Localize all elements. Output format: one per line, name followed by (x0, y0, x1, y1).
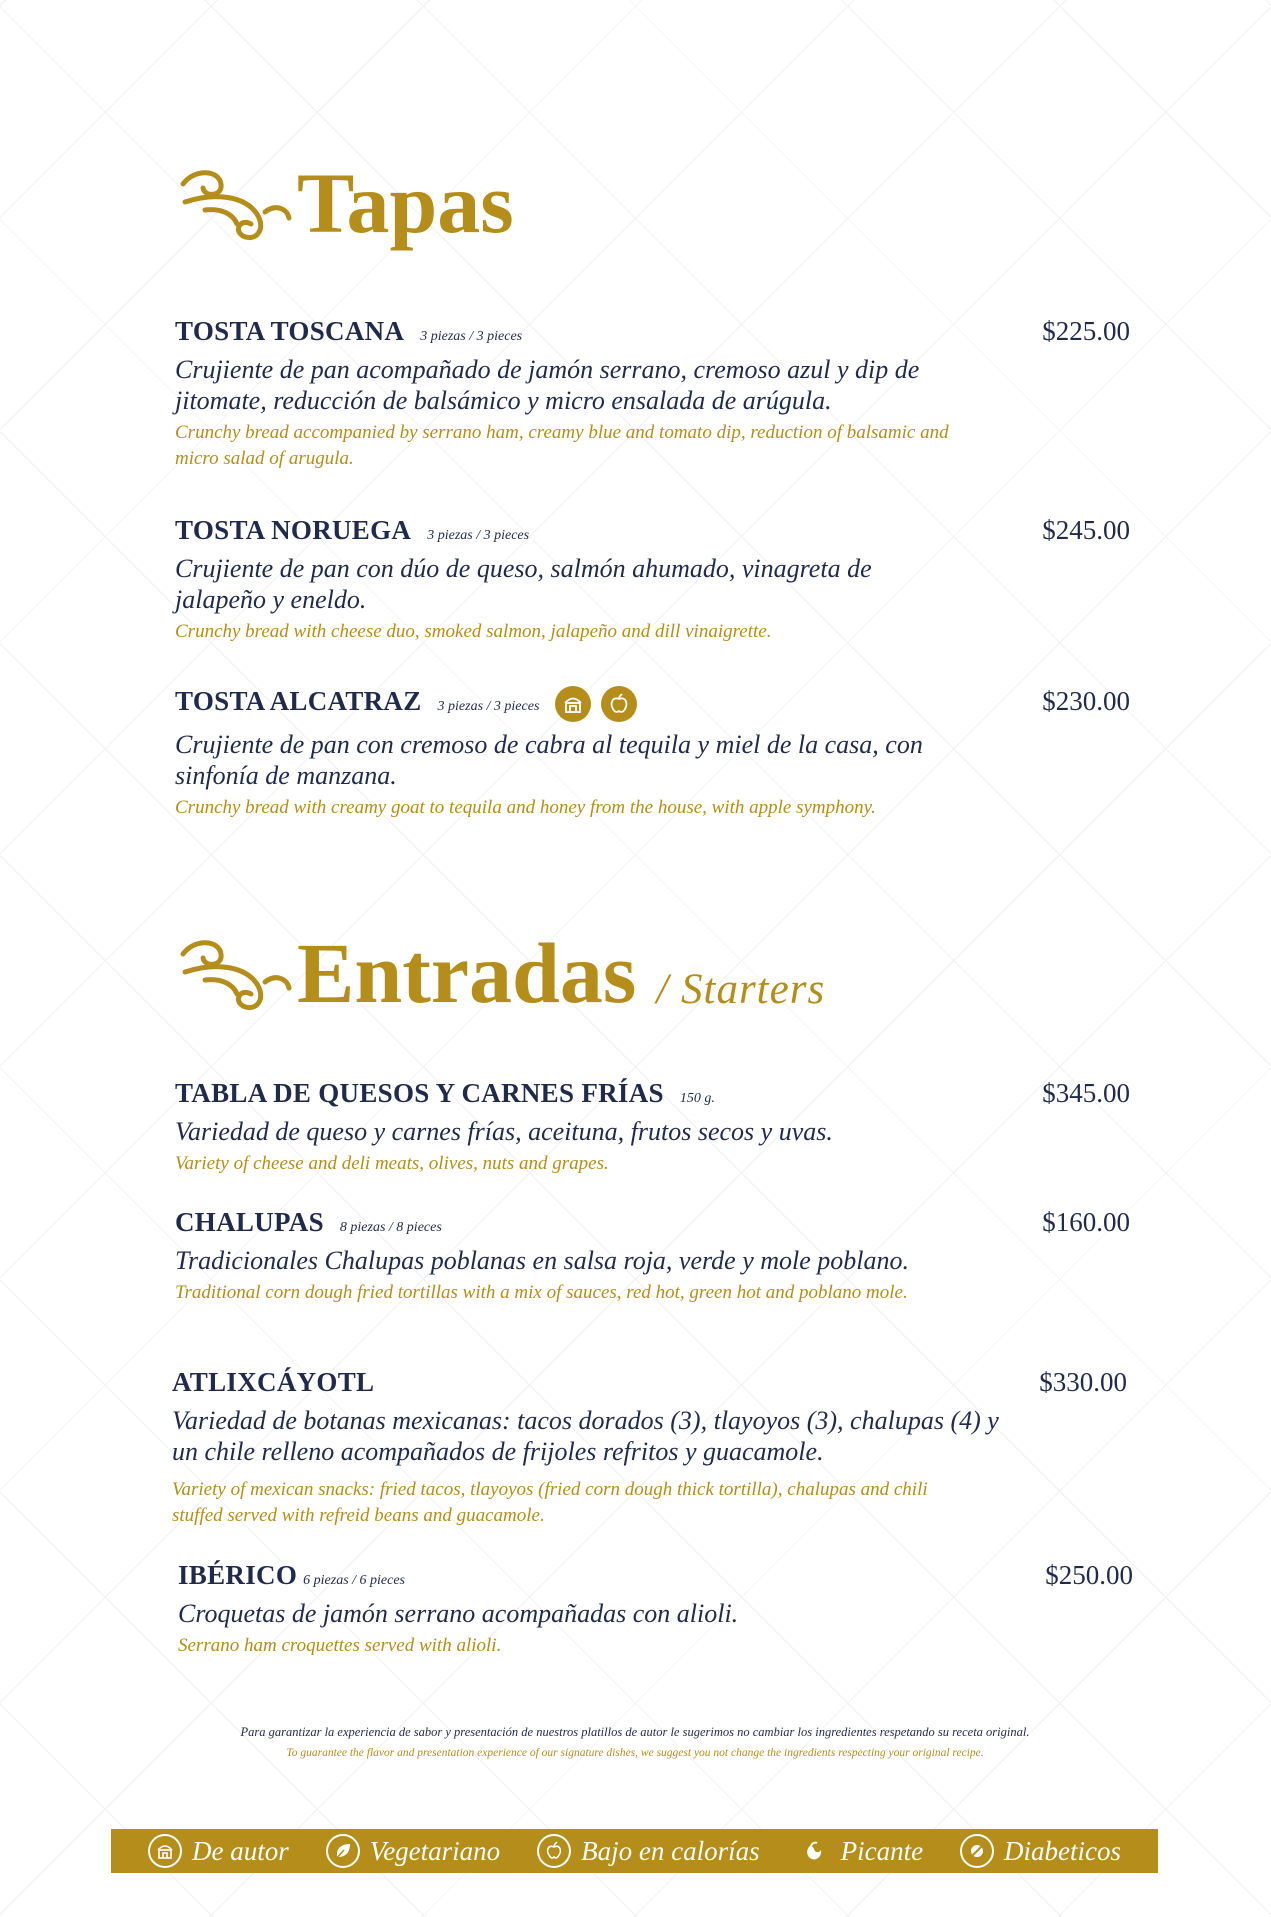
item-description-es: Crujiente de pan con dúo de queso, salmón ahumado, vinagreta de jalapeño y eneldo. (175, 554, 872, 614)
section-heading-entradas (175, 925, 826, 1021)
item-name: TOSTA TOSCANA (175, 316, 405, 346)
legend-label: Bajo en calorías (581, 1835, 760, 1866)
item-name: TABLA DE QUESOS Y CARNES FRÍAS (175, 1078, 664, 1108)
item-description-es: Tradicionales Chalupas poblanas en salsa roja, verde y mole poblano. (175, 1246, 909, 1275)
menu-item (178, 1560, 1133, 1659)
item-description-en: Serrano ham croquettes served with alioli. (178, 1635, 502, 1656)
legend-label: Picante (840, 1835, 924, 1866)
item-price: $330.00 (1039, 1367, 1127, 1397)
menu-item (175, 1207, 1130, 1306)
de-autor-icon (555, 686, 591, 722)
item-name: CHALUPAS (175, 1207, 324, 1237)
item-description-es: Crujiente de pan con cremoso de cabra al tequila y miel de la casa, con sinfonía de manzana. (175, 730, 923, 790)
item-description-es: Crujiente de pan acompañado de jamón serrano, cremoso azul y dip de jitomate, reducción de balsámico y micro ensalada de arúgula. (175, 355, 920, 415)
bajo-en-calorias-icon (601, 686, 637, 722)
section-heading-tapas (175, 155, 514, 251)
item-name: IBÉRICO (178, 1560, 298, 1590)
item-description-en: Variety of cheese and deli meats, olives, nuts and grapes. (175, 1153, 609, 1174)
disclaimer-es: Para garantizar la experiencia de sabor y presentación de nuestros platillos de autor le sugerimos no cambiar los ingredientes respetando su receta original. (240, 1725, 1030, 1739)
item-pieces: 3 piezas / 3 pieces (420, 329, 523, 344)
item-description-en: Crunchy bread with cheese duo, smoked salmon, jalapeño and dill vinaigrette. (175, 621, 772, 642)
item-pieces: 8 piezas / 8 pieces (339, 1220, 442, 1235)
legend-item-de-autor (148, 1834, 289, 1868)
disclaimer (195, 1724, 1075, 1762)
legend-label: De autor (191, 1835, 289, 1866)
section-subtitle: / Starters (656, 966, 826, 1013)
disclaimer-en: To guarantee the flavor and presentation experience of our signature dishes, we suggest you not change the ingredients respecting your original recipe. (286, 1747, 984, 1759)
item-price: $160.00 (1042, 1207, 1130, 1237)
item-price: $230.00 (1042, 686, 1130, 716)
item-pieces: 150 g. (679, 1091, 715, 1106)
section-title: Tapas (297, 155, 514, 251)
item-price: $250.00 (1045, 1560, 1133, 1590)
item-pieces: 3 piezas / 3 pieces (437, 699, 540, 714)
item-price: $345.00 (1042, 1078, 1130, 1108)
legend-label: Vegetariano (369, 1835, 501, 1866)
section-title: Entradas (297, 925, 637, 1021)
item-description-en: Crunchy bread with creamy goat to tequila and honey from the house, with apple symphony. (175, 797, 876, 818)
item-name: TOSTA NORUEGA (175, 515, 412, 545)
menu-item (175, 316, 1130, 472)
item-description-es: Croquetas de jamón serrano acompañadas con alioli. (178, 1599, 739, 1628)
legend-item-vegetariano (326, 1834, 500, 1868)
scroll-ornament-icon (175, 932, 293, 1016)
legend-item-diabeticos (960, 1834, 1121, 1868)
legend-label: Diabeticos (1004, 1835, 1122, 1866)
item-badges (555, 686, 637, 722)
item-name: TOSTA ALCATRAZ (175, 686, 422, 716)
item-description-en: Variety of mexican snacks: fried tacos, tlayoyos (fried corn dough thick tortilla), chalupas and chili stuffed served with refreid beans and guacamole. (172, 1479, 928, 1526)
picante-icon (797, 1834, 831, 1868)
item-name: ATLIXCÁYOTL (172, 1367, 375, 1397)
menu-item (172, 1367, 1127, 1529)
item-price: $225.00 (1042, 316, 1130, 346)
menu-item (175, 515, 1130, 645)
item-pieces: 6 piezas / 6 pieces (303, 1573, 406, 1588)
vegetariano-icon (326, 1834, 360, 1868)
item-description-en: Traditional corn dough fried tortillas with a mix of sauces, red hot, green hot and poblano mole. (175, 1282, 908, 1303)
item-pieces: 3 piezas / 3 pieces (427, 528, 530, 543)
legend-item-bajo-en-calorias (537, 1834, 759, 1868)
item-description-en: Crunchy bread accompanied by serrano ham, creamy blue and tomato dip, reduction of balsamic and micro salad of arugula. (175, 422, 949, 469)
de-autor-icon (148, 1834, 182, 1868)
menu-item (175, 1078, 1130, 1177)
menu-item (175, 686, 1130, 821)
scroll-ornament-icon (175, 162, 293, 246)
item-price: $245.00 (1042, 515, 1130, 545)
bajo-en-calorias-icon (537, 1834, 571, 1868)
legend-bar (111, 1829, 1158, 1873)
item-description-es: Variedad de queso y carnes frías, aceituna, frutos secos y uvas. (175, 1117, 833, 1146)
item-description-es: Variedad de botanas mexicanas: tacos dorados (3), tlayoyos (3), chalupas (4) y un chile relleno acompañados de frijoles refritos y guacamole. (172, 1406, 999, 1466)
legend-item-picante (797, 1834, 923, 1868)
diabeticos-icon (960, 1834, 994, 1868)
